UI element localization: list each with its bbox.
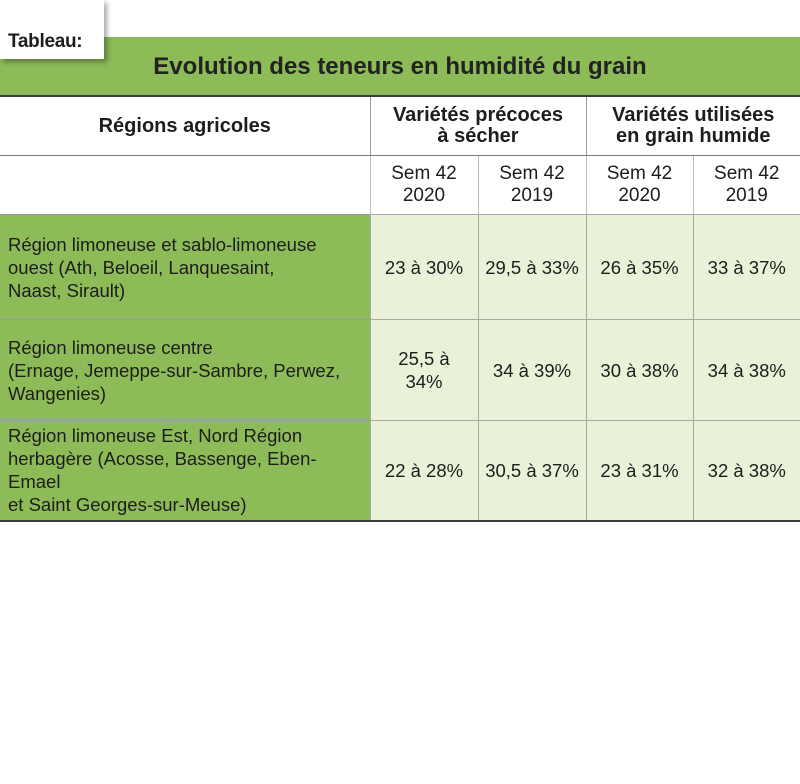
region-line: herbagère (Acosse, Bassenge, Eben-Emael — [8, 448, 317, 493]
value-line: 25,5 à — [398, 348, 450, 369]
header-group-early-line1: Variétés précoces — [392, 104, 564, 126]
table-row — [0, 215, 800, 320]
value-cell: 22 à 28% — [370, 421, 478, 521]
header-week-year: 2019 — [510, 185, 554, 206]
header-row-weeks — [0, 156, 800, 215]
value-cell: 29,5 à 33% — [478, 215, 586, 320]
header-week-label: Sem 42 — [499, 163, 565, 184]
table-row — [0, 320, 800, 421]
value-cell: 32 à 38% — [693, 421, 800, 521]
value-cell: 23 à 30% — [370, 215, 478, 320]
region-line: ouest (Ath, Beloeil, Lanquesaint, — [8, 256, 275, 278]
header-group-early-line2: à sécher — [437, 125, 519, 147]
region-cell — [0, 215, 370, 320]
header-group-early — [370, 97, 586, 156]
value-line: 34% — [405, 371, 443, 392]
header-empty-cell — [0, 156, 370, 215]
value-cell: 34 à 39% — [478, 320, 586, 421]
region-line: Naast, Sirault) — [8, 279, 126, 301]
header-week-label: Sem 42 — [714, 163, 780, 184]
region-line: Région limoneuse et sablo-limoneuse — [8, 233, 317, 255]
header-group-humid — [586, 97, 800, 156]
table-tag-label: Tableau: — [8, 31, 83, 52]
header-group-humid-line1: Variétés utilisées — [612, 104, 775, 126]
region-cell — [0, 421, 370, 521]
header-week-label: Sem 42 — [391, 163, 457, 184]
title-band — [0, 37, 800, 97]
region-line: Région limoneuse Est, Nord Région — [8, 425, 303, 447]
region-line: et Saint Georges-sur-Meuse) — [8, 494, 247, 516]
value-cell: 34 à 38% — [693, 320, 800, 421]
region-cell — [0, 320, 370, 421]
header-week-year: 2020 — [618, 185, 661, 206]
header-week-cell — [478, 156, 586, 215]
table-row — [0, 421, 800, 521]
region-line: (Ernage, Jemeppe-sur-Sambre, Perwez, — [8, 359, 341, 381]
region-line: Région limoneuse centre — [8, 336, 213, 358]
header-regions — [0, 97, 370, 156]
value-cell: 30 à 38% — [586, 320, 693, 421]
header-row-groups — [0, 97, 800, 156]
value-cell: 33 à 37% — [693, 215, 800, 320]
value-cell: 23 à 31% — [586, 421, 693, 521]
value-cell — [370, 320, 478, 421]
table-tag — [0, 0, 104, 59]
value-cell: 30,5 à 37% — [478, 421, 586, 521]
header-week-cell — [586, 156, 693, 215]
header-week-cell — [370, 156, 478, 215]
header-regions-label: Régions agricoles — [98, 114, 271, 137]
table-title: Evolution des teneurs en humidité du grain — [153, 53, 647, 80]
value-cell: 26 à 35% — [586, 215, 693, 320]
region-line: Wangenies) — [8, 382, 107, 404]
header-week-year: 2020 — [402, 185, 446, 206]
header-group-humid-line2: en grain humide — [616, 125, 771, 147]
header-week-label: Sem 42 — [606, 163, 673, 184]
humidity-table — [0, 97, 800, 522]
header-week-year: 2019 — [725, 185, 768, 206]
header-week-cell — [693, 156, 800, 215]
